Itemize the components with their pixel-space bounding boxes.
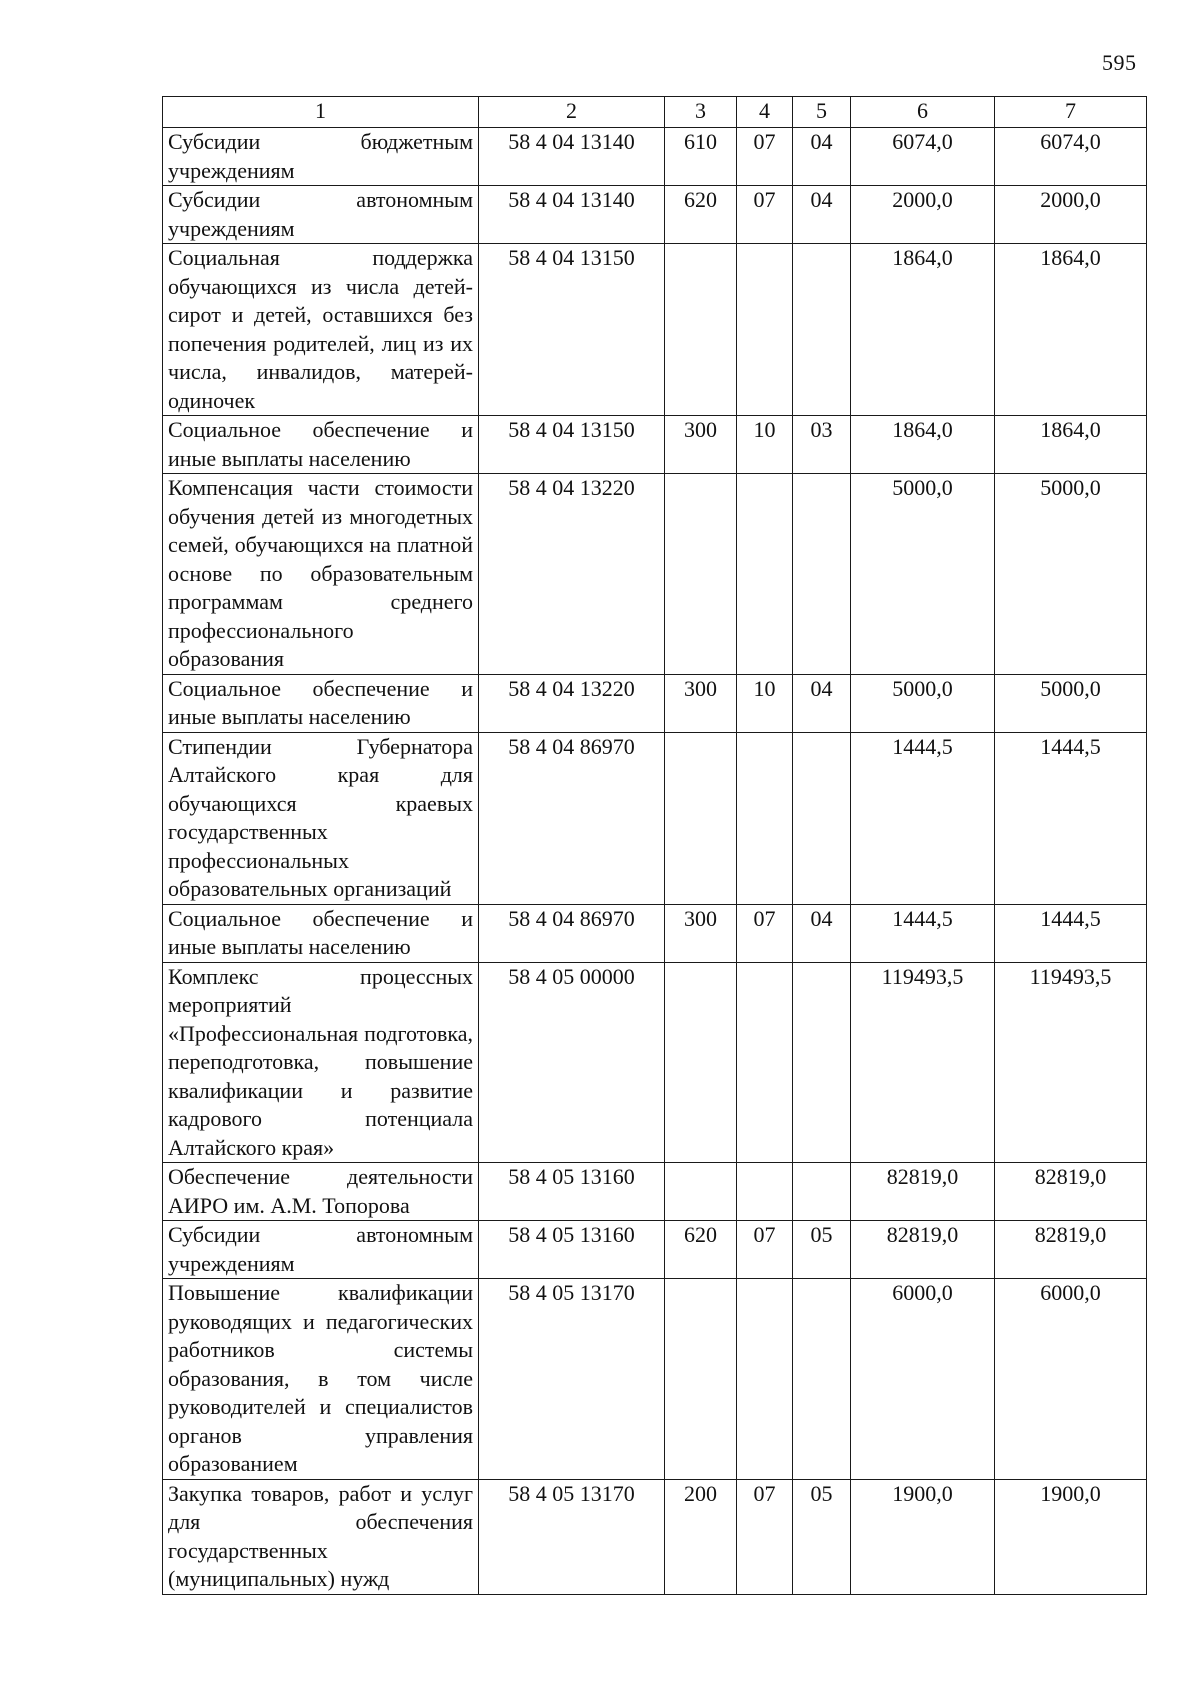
row-col3-cell: 620 xyxy=(665,186,737,244)
row-code-cell: 58 4 04 13140 xyxy=(479,186,665,244)
row-col6-cell: 1864,0 xyxy=(851,416,995,474)
row-name-cell: Обеспечение деятельности АИРО им. А.М. Топорова xyxy=(163,1163,479,1221)
row-col5-cell xyxy=(793,244,851,416)
row-col6-cell: 1864,0 xyxy=(851,244,995,416)
row-name-cell: Стипендии Губернатора Алтайского края для обучающихся краевых государственных профессиональных образовательных организаций xyxy=(163,732,479,904)
row-col5-cell xyxy=(793,962,851,1163)
row-code-cell: 58 4 04 13220 xyxy=(479,474,665,675)
header-col-7: 7 xyxy=(995,97,1147,128)
row-col4-cell xyxy=(737,1279,793,1480)
row-col5-cell xyxy=(793,1163,851,1221)
row-col4-cell: 07 xyxy=(737,186,793,244)
row-col4-cell xyxy=(737,244,793,416)
row-col5-cell xyxy=(793,474,851,675)
row-col7-cell: 5000,0 xyxy=(995,474,1147,675)
row-col6-cell: 2000,0 xyxy=(851,186,995,244)
row-col3-cell xyxy=(665,1163,737,1221)
row-name-cell: Комплекс процессных мероприятий «Профессиональная подготовка, переподготовка, повышение квалификации и развитие кадрового потенциала Алтайского края» xyxy=(163,962,479,1163)
row-col5-cell: 04 xyxy=(793,128,851,186)
row-col5-cell xyxy=(793,732,851,904)
row-col7-cell: 1900,0 xyxy=(995,1479,1147,1594)
row-col6-cell: 6000,0 xyxy=(851,1279,995,1480)
row-name-cell: Закупка товаров, работ и услуг для обеспечения государственных (муниципальных) нужд xyxy=(163,1479,479,1594)
table-row xyxy=(163,1221,1147,1279)
header-col-3: 3 xyxy=(665,97,737,128)
row-col5-cell: 03 xyxy=(793,416,851,474)
header-col-5: 5 xyxy=(793,97,851,128)
table-header xyxy=(163,97,1147,128)
header-col-2: 2 xyxy=(479,97,665,128)
table-row xyxy=(163,244,1147,416)
row-col3-cell: 200 xyxy=(665,1479,737,1594)
row-name-cell: Социальное обеспечение и иные выплаты населению xyxy=(163,674,479,732)
table-row xyxy=(163,128,1147,186)
row-name-cell: Социальное обеспечение и иные выплаты населению xyxy=(163,416,479,474)
row-name-cell: Субсидии автономным учреждениям xyxy=(163,1221,479,1279)
header-col-6: 6 xyxy=(851,97,995,128)
row-col6-cell: 82819,0 xyxy=(851,1163,995,1221)
row-col7-cell: 6074,0 xyxy=(995,128,1147,186)
row-code-cell: 58 4 04 86970 xyxy=(479,904,665,962)
header-col-4: 4 xyxy=(737,97,793,128)
row-code-cell: 58 4 04 86970 xyxy=(479,732,665,904)
row-col5-cell xyxy=(793,1279,851,1480)
table-row xyxy=(163,416,1147,474)
table-body xyxy=(163,128,1147,1595)
table-row xyxy=(163,186,1147,244)
row-col5-cell: 05 xyxy=(793,1479,851,1594)
row-name-cell: Субсидии автономным учреждениям xyxy=(163,186,479,244)
row-col7-cell: 82819,0 xyxy=(995,1163,1147,1221)
row-col3-cell: 300 xyxy=(665,904,737,962)
row-col4-cell: 10 xyxy=(737,416,793,474)
header-row xyxy=(163,97,1147,128)
row-col4-cell: 10 xyxy=(737,674,793,732)
row-col4-cell: 07 xyxy=(737,904,793,962)
row-col5-cell: 04 xyxy=(793,674,851,732)
row-col3-cell: 300 xyxy=(665,416,737,474)
row-code-cell: 58 4 05 13160 xyxy=(479,1163,665,1221)
row-col7-cell: 82819,0 xyxy=(995,1221,1147,1279)
header-col-1: 1 xyxy=(163,97,479,128)
row-name-cell: Субсидии бюджетным учреждениям xyxy=(163,128,479,186)
row-code-cell: 58 4 05 13160 xyxy=(479,1221,665,1279)
row-col3-cell xyxy=(665,1279,737,1480)
table-row xyxy=(163,1479,1147,1594)
row-col5-cell: 04 xyxy=(793,186,851,244)
row-col7-cell: 1444,5 xyxy=(995,732,1147,904)
table-row xyxy=(163,904,1147,962)
row-col7-cell: 1864,0 xyxy=(995,416,1147,474)
row-col3-cell xyxy=(665,474,737,675)
row-col3-cell xyxy=(665,962,737,1163)
table-row xyxy=(163,674,1147,732)
row-col7-cell: 2000,0 xyxy=(995,186,1147,244)
row-col3-cell xyxy=(665,244,737,416)
table-row xyxy=(163,962,1147,1163)
row-col6-cell: 1900,0 xyxy=(851,1479,995,1594)
row-col3-cell: 610 xyxy=(665,128,737,186)
row-col7-cell: 5000,0 xyxy=(995,674,1147,732)
row-col3-cell: 300 xyxy=(665,674,737,732)
row-col5-cell: 05 xyxy=(793,1221,851,1279)
table-row xyxy=(163,474,1147,675)
budget-table xyxy=(162,96,1147,1595)
row-col4-cell xyxy=(737,962,793,1163)
row-col4-cell: 07 xyxy=(737,128,793,186)
row-col7-cell: 1444,5 xyxy=(995,904,1147,962)
row-col5-cell: 04 xyxy=(793,904,851,962)
row-name-cell: Социальное обеспечение и иные выплаты населению xyxy=(163,904,479,962)
row-code-cell: 58 4 04 13220 xyxy=(479,674,665,732)
table-row xyxy=(163,1163,1147,1221)
row-col3-cell xyxy=(665,732,737,904)
row-col6-cell: 1444,5 xyxy=(851,732,995,904)
row-col6-cell: 5000,0 xyxy=(851,474,995,675)
table-row xyxy=(163,1279,1147,1480)
row-col6-cell: 1444,5 xyxy=(851,904,995,962)
row-col6-cell: 5000,0 xyxy=(851,674,995,732)
row-code-cell: 58 4 05 13170 xyxy=(479,1479,665,1594)
row-col4-cell xyxy=(737,474,793,675)
row-col6-cell: 6074,0 xyxy=(851,128,995,186)
row-col4-cell xyxy=(737,732,793,904)
row-name-cell: Компенсация части стоимости обучения детей из многодетных семей, обучающихся на платной основе по образовательным программам среднего профессионального образования xyxy=(163,474,479,675)
row-col7-cell: 119493,5 xyxy=(995,962,1147,1163)
row-code-cell: 58 4 04 13140 xyxy=(479,128,665,186)
row-col7-cell: 1864,0 xyxy=(995,244,1147,416)
row-code-cell: 58 4 04 13150 xyxy=(479,244,665,416)
row-col4-cell: 07 xyxy=(737,1479,793,1594)
row-col3-cell: 620 xyxy=(665,1221,737,1279)
page-number: 595 xyxy=(1102,50,1137,75)
row-col6-cell: 82819,0 xyxy=(851,1221,995,1279)
row-col6-cell: 119493,5 xyxy=(851,962,995,1163)
row-name-cell: Социальная поддержка обучающихся из числа детей-сирот и детей, оставшихся без попечения родителей, лиц из их числа, инвалидов, матерей-одиночек xyxy=(163,244,479,416)
row-code-cell: 58 4 05 00000 xyxy=(479,962,665,1163)
row-name-cell: Повышение квалификации руководящих и педагогических работников системы образования, в том числе руководителей и специалистов органов управления образованием xyxy=(163,1279,479,1480)
row-code-cell: 58 4 04 13150 xyxy=(479,416,665,474)
row-col4-cell: 07 xyxy=(737,1221,793,1279)
row-col7-cell: 6000,0 xyxy=(995,1279,1147,1480)
row-code-cell: 58 4 05 13170 xyxy=(479,1279,665,1480)
row-col4-cell xyxy=(737,1163,793,1221)
table-row xyxy=(163,732,1147,904)
